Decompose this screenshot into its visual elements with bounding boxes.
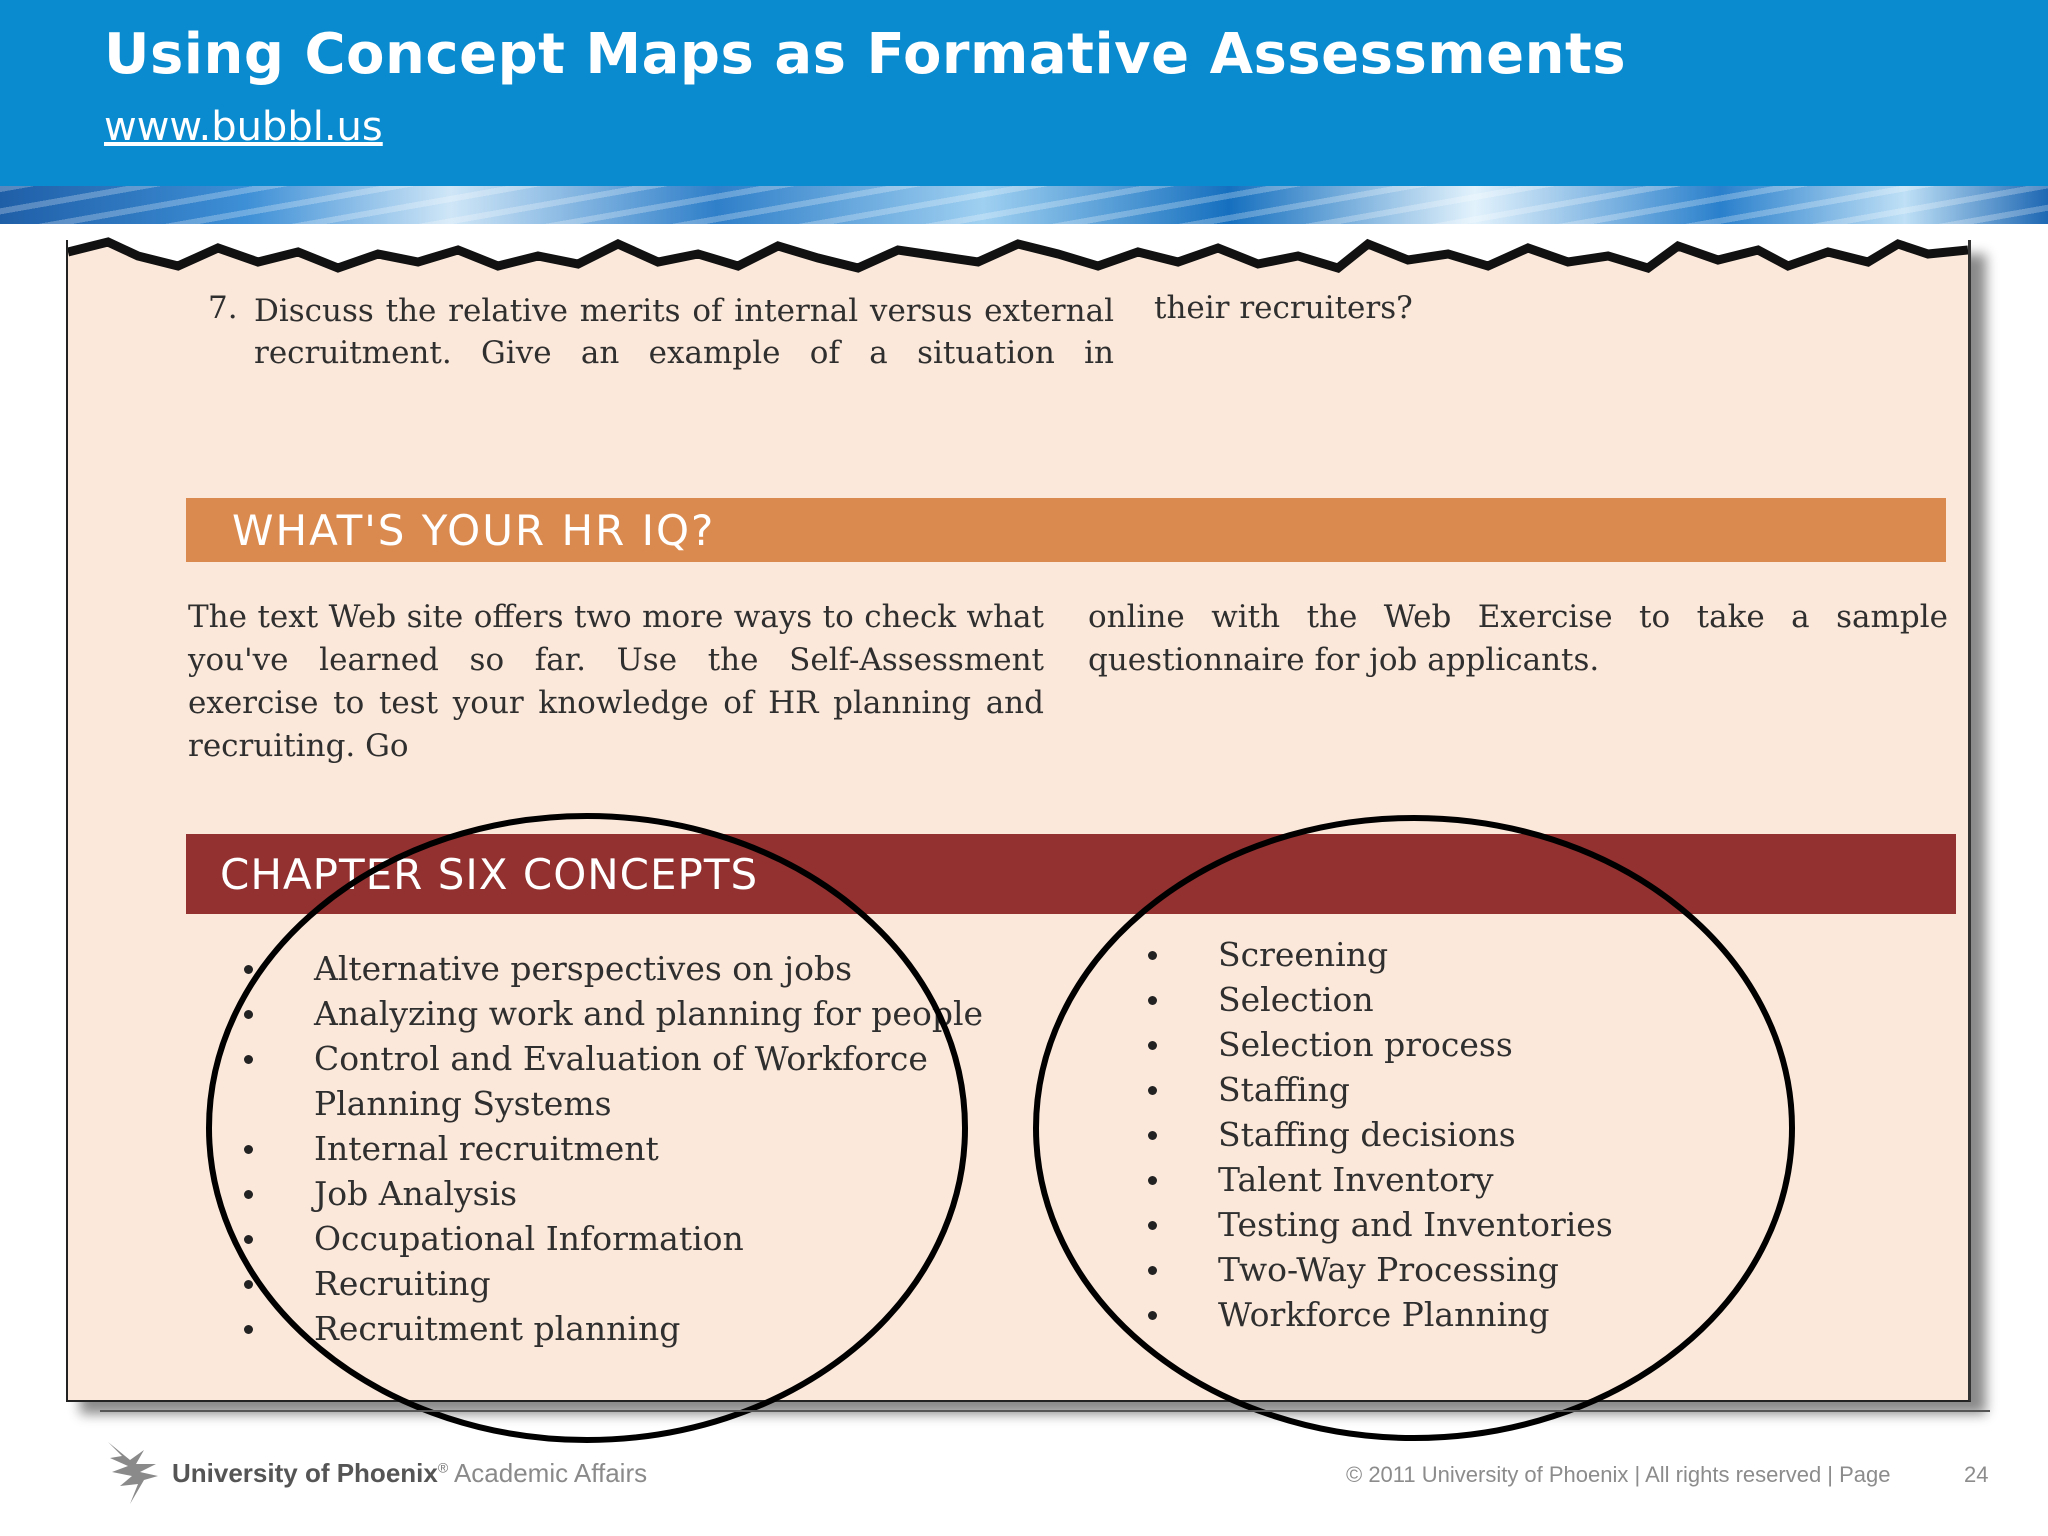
slide-title: Using Concept Maps as Formative Assessments xyxy=(104,22,1627,87)
page-paper xyxy=(66,240,1971,1402)
list-item: Occupational Information xyxy=(238,1216,1038,1261)
list-item: Job Analysis xyxy=(238,1171,1038,1216)
university-logo-text xyxy=(172,1458,647,1489)
list-item: Two-Way Processing xyxy=(1142,1247,1742,1292)
list-item: Recruitment planning xyxy=(238,1306,1038,1351)
list-item: Recruiting xyxy=(238,1261,1038,1306)
question-text: Discuss the relative merits of internal versus external recruitment. Give an example of a situation in xyxy=(254,293,1114,371)
question-number: 7. xyxy=(208,290,238,326)
page-number: 24 xyxy=(1964,1462,1989,1487)
hr-iq-left-paragraph: The text Web site offers two more ways to check what you've learned so far. Use the Self-Assessment exercise to test your knowledge of HR planning and recruiting. Go xyxy=(188,599,1044,764)
concepts-list-left xyxy=(238,946,1038,1351)
logo-division: Academic Affairs xyxy=(448,1458,648,1488)
question-right-text: their recruiters? xyxy=(1154,290,1413,326)
logo-registered-mark: ® xyxy=(437,1459,449,1476)
copyright-text: © 2011 University of Phoenix | All rights reserved | Page xyxy=(1346,1462,1891,1487)
torn-edge-decoration xyxy=(68,232,1968,292)
phoenix-logo-icon xyxy=(100,1436,164,1508)
list-item: Alternative perspectives on jobs xyxy=(238,946,1038,991)
list-item: Screening xyxy=(1142,932,1742,977)
hr-iq-right-paragraph: online with the Web Exercise to take a sample questionnaire for job applicants. xyxy=(1088,599,1948,678)
footer-rule xyxy=(100,1410,1990,1412)
slide-header xyxy=(0,0,2048,186)
hr-iq-title: WHAT'S YOUR HR IQ? xyxy=(232,506,716,555)
logo-name: University of Phoenix xyxy=(172,1458,438,1488)
list-item: Internal recruitment xyxy=(238,1126,1038,1171)
hr-iq-banner xyxy=(186,498,1946,562)
list-item: Selection process xyxy=(1142,1022,1742,1067)
list-item: Staffing xyxy=(1142,1067,1742,1112)
list-item: Testing and Inventories xyxy=(1142,1202,1742,1247)
chapter-concepts-title: CHAPTER SIX CONCEPTS xyxy=(220,850,759,899)
bubbl-link[interactable]: www.bubbl.us xyxy=(104,104,383,150)
list-item: Talent Inventory xyxy=(1142,1157,1742,1202)
concepts-list-right xyxy=(1142,932,1742,1337)
list-item: Workforce Planning xyxy=(1142,1292,1742,1337)
list-item: Control and Evaluation of Workforce Planning Systems xyxy=(238,1036,1038,1126)
list-item: Selection xyxy=(1142,977,1742,1022)
header-swoosh-decoration xyxy=(0,186,2048,224)
chapter-concepts-banner xyxy=(186,834,1956,914)
scanned-page xyxy=(66,240,1992,1400)
list-item: Staffing decisions xyxy=(1142,1112,1742,1157)
list-item: Analyzing work and planning for people xyxy=(238,991,1038,1036)
